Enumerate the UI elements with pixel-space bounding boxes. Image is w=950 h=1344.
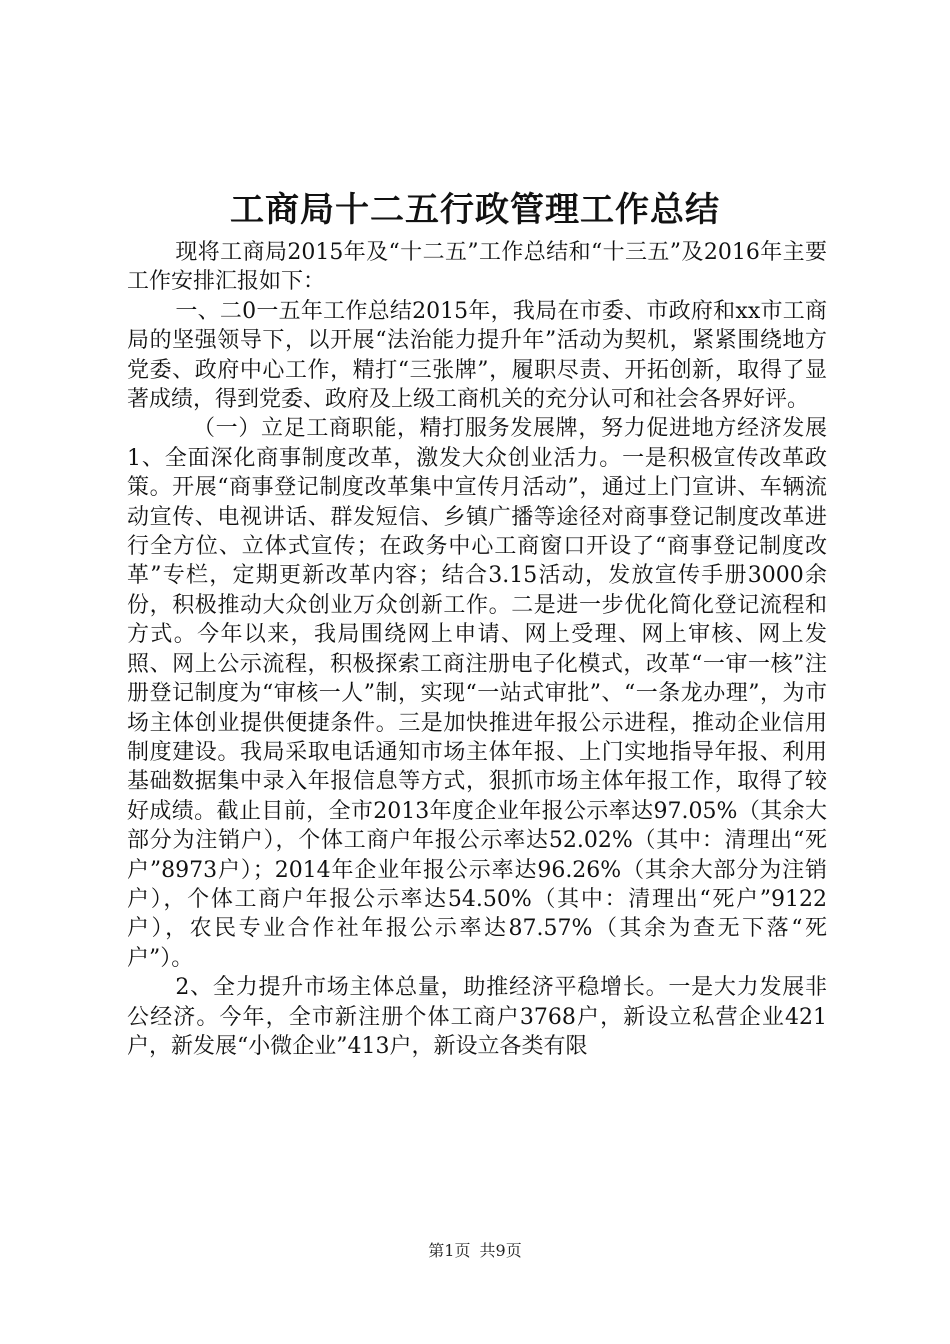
paragraph-section-one: 一、二0一五年工作总结2015年，我局在市委、市政府和xx市工商局的坚强领导下，以开展“法治能力提升年”活动为契机，紧紧围绕地方党委、政府中心工作，精打“三张牌”，履职尽责、开拓创新，取得了显著成绩，得到党委、政府及上级工商机关的充分认可和社会各界好评。 [127, 298, 827, 413]
page-total: 共9页 [479, 1241, 522, 1260]
page-footer [0, 1240, 950, 1262]
paragraph-item-two: 2、全力提升市场主体总量，助推经济平稳增长。一是大力发展非公经济。今年，全市新注册个体工商户3768户，新设立私营企业421户，新发展“小微企业”413户，新设立各类有限 [127, 975, 827, 1059]
paragraph-subsection-one: （一）立足工商职能，精打服务发展牌，努力促进地方经济发展1、全面深化商事制度改革，激发大众创业活力。一是积极宣传改革政策。开展“商事登记制度改革集中宣传月活动”，通过上门宣讲、车辆流动宣传、电视讲话、群发短信、乡镇广播等途径对商事登记制度改革进行全方位、立体式宣传；在政务中心工商窗口开设了“商事登记制度改革”专栏，定期更新改革内容；结合3.15活动，发放宣传手册3000余份，积极推动大众创业万众创新工作。二是进一步优化简化登记流程和方式。今年以来，我局围绕网上申请、网上受理、网上审核、网上发照、网上公示流程，积极探索工商注册电子化模式，改革“一审一核”注册登记制度为“审核一人”制，实现“一站式审批”、“一条龙办理”，为市场主体创业提供便捷条件。三是加快推进年报公示进程，推动企业信用制度建设。我局采取电话通知市场主体年报、上门实地指导年报、利用基础数据集中录入年报信息等方式，狠抓市场主体年报工作，取得了较好成绩。截止目前，全市2013年度企业年报公示率达97.05%（其余大部分为注销户），个体工商户年报公示率达52.02%（其中：清理出“死户”8973户）；2014年企业年报公示率达96.26%（其余大部分为注销户），个体工商户年报公示率达54.50%（其中：清理出“死户”9122户），农民专业合作社年报公示率达87.57%（其余为查无下落“死户”）。 [127, 416, 827, 971]
document-title: 工商局十二五行政管理工作总结 [230, 190, 720, 230]
document-body [127, 238, 827, 1061]
page-number: 第1页 [428, 1241, 471, 1260]
paragraph-intro: 现将工商局2015年及“十二五”工作总结和“十三五”及2016年主要工作安排汇报如下： [127, 240, 827, 295]
